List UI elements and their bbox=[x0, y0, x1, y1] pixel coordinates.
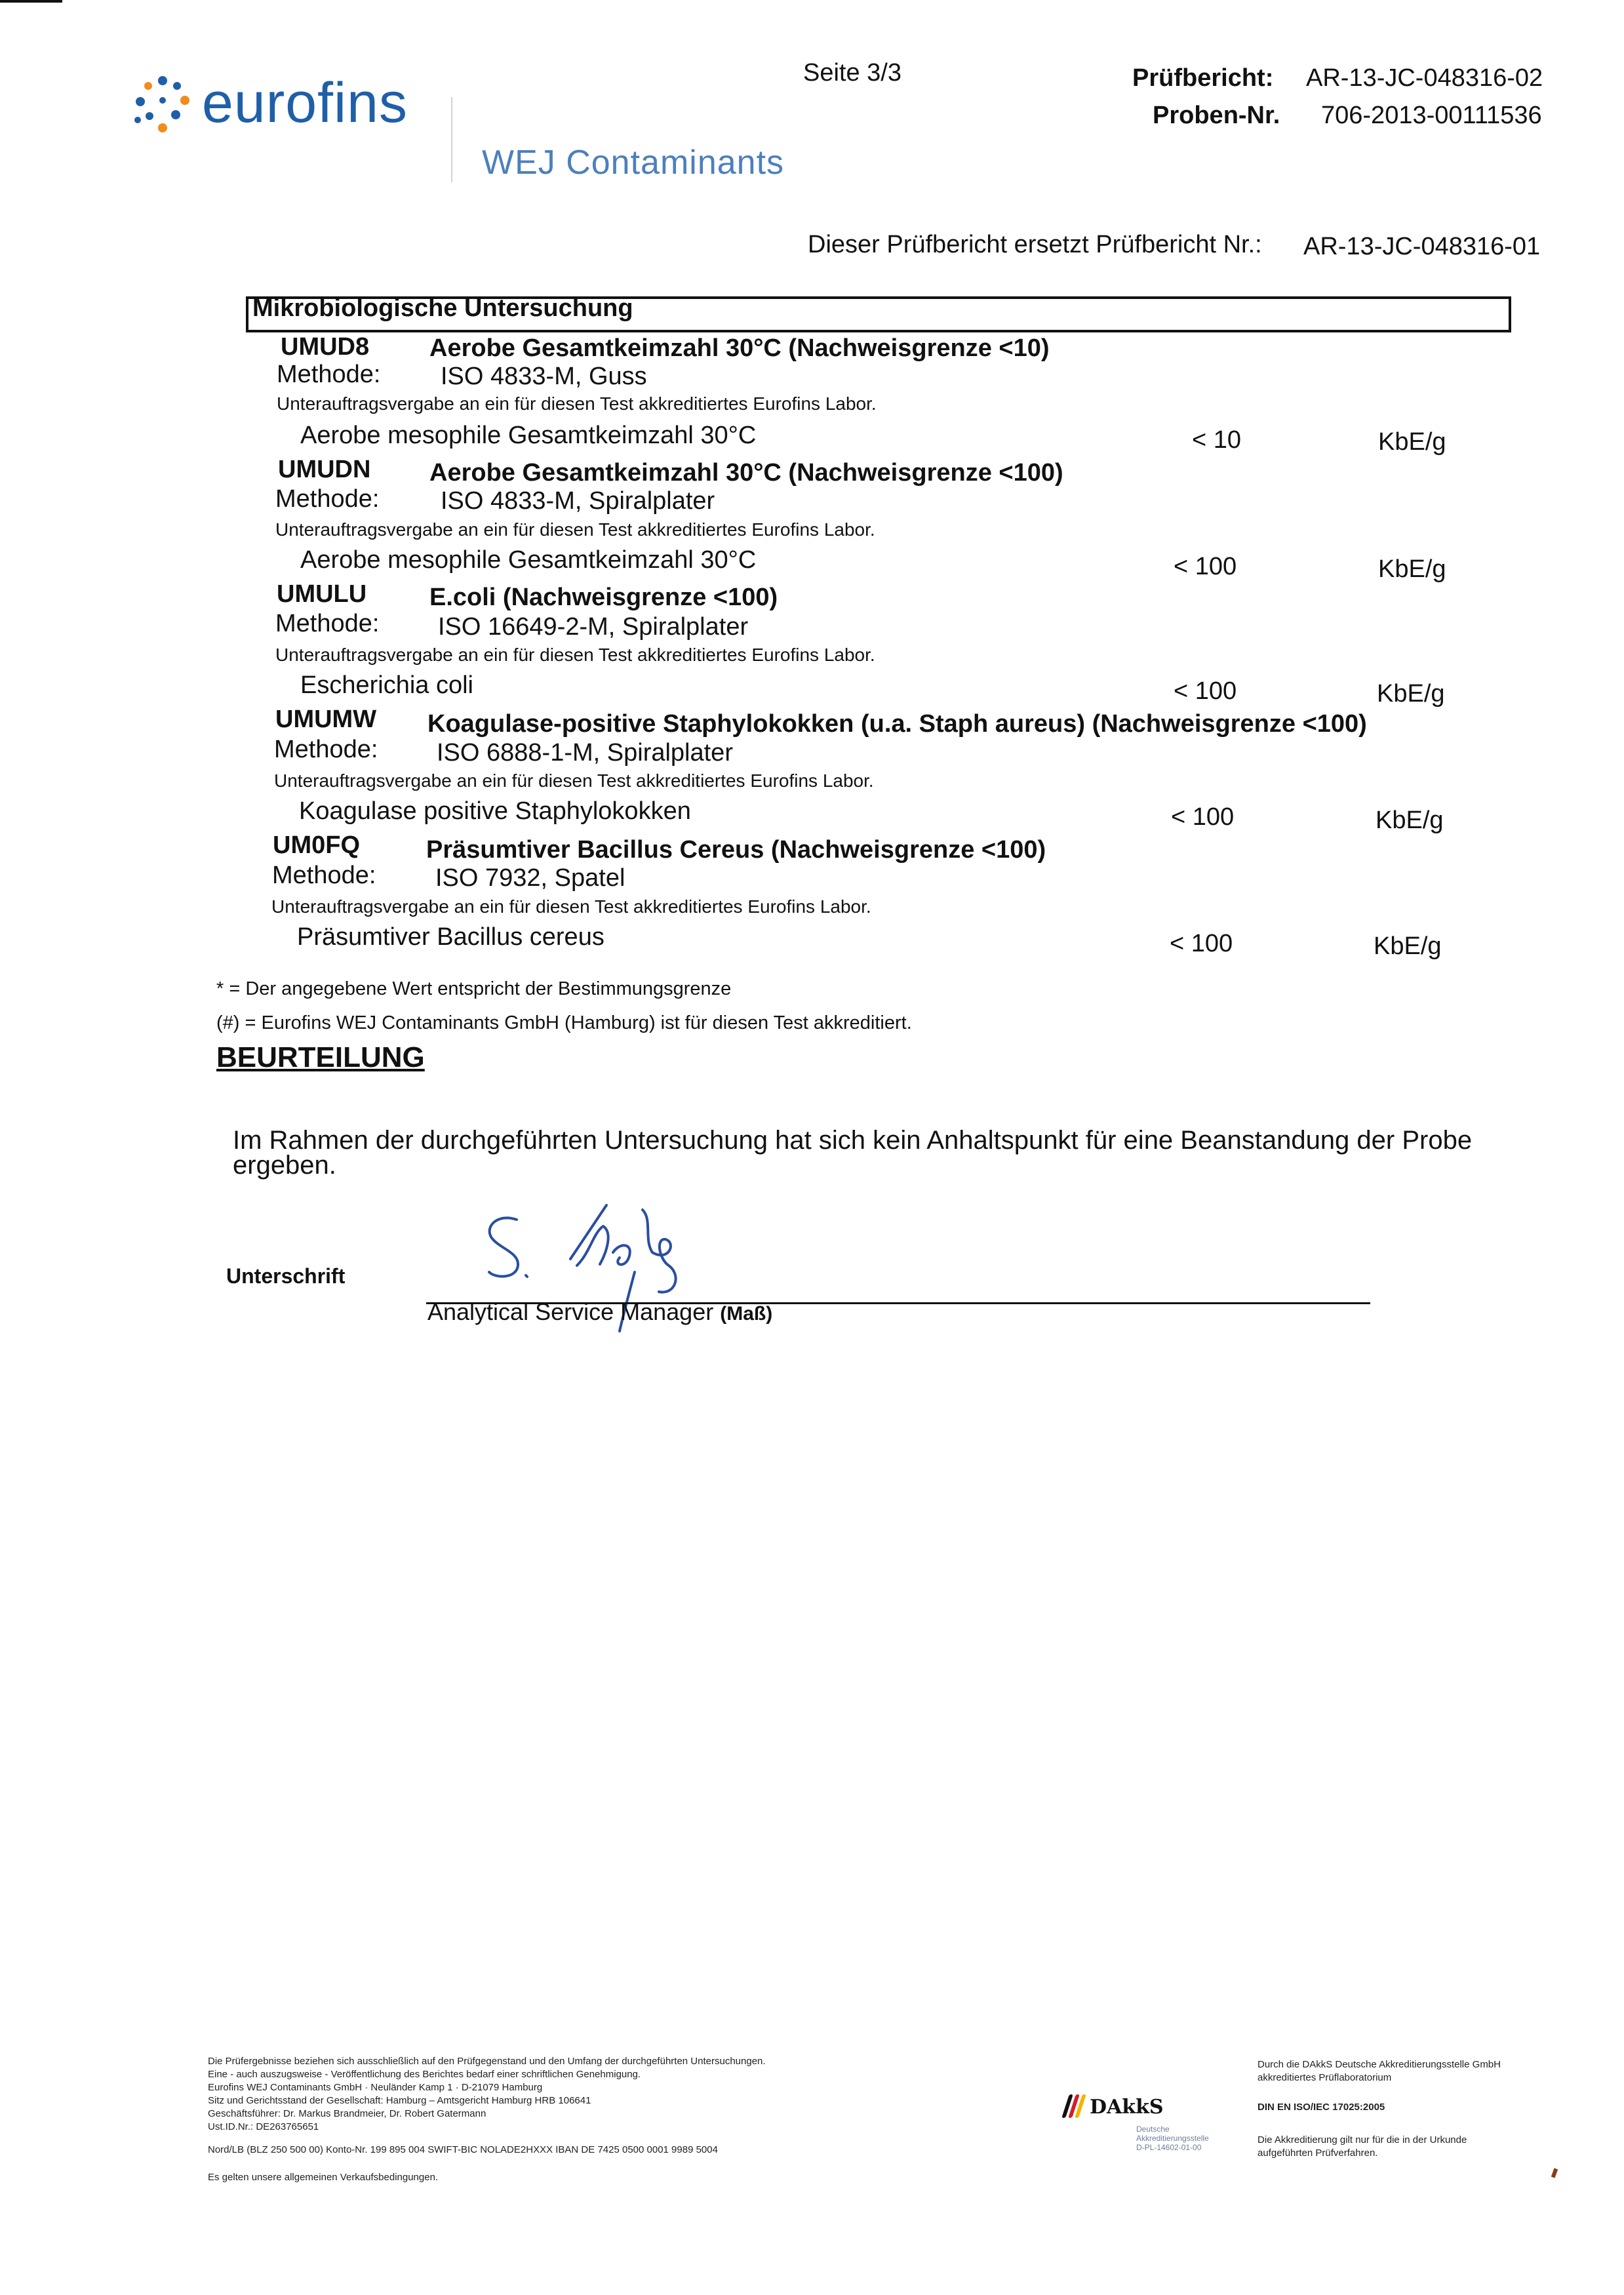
parameter-name: Präsumtiver Bacillus cereus bbox=[297, 923, 604, 951]
method-value: ISO 16649-2-M, Spiralplater bbox=[438, 613, 749, 641]
footnote-limit: * = Der angegebene Wert entspricht der Bestimmungsgrenze bbox=[216, 978, 732, 999]
test-title: Koagulase-positive Staphylokokken (u.a. Staph aureus) (Nachweisgrenze <100) bbox=[427, 710, 1367, 738]
result-unit: KbE/g bbox=[1378, 555, 1446, 583]
signer-name: (Maß) bbox=[720, 1303, 773, 1325]
result-unit: KbE/g bbox=[1374, 932, 1442, 960]
parameter-name: Escherichia coli bbox=[300, 671, 473, 699]
test-code: UMUD8 bbox=[281, 333, 370, 361]
dakks-caption: Akkreditierungsstelle bbox=[1136, 2134, 1209, 2143]
subcontract-note: Unterauftragsvergabe an ein für diesen Test akkreditiertes Eurofins Labor. bbox=[274, 770, 874, 791]
parameter-name: Koagulase positive Staphylokokken bbox=[299, 797, 691, 825]
footer-line: Ust.ID.Nr.: DE263765651 bbox=[208, 2121, 319, 2132]
method-label: Methode: bbox=[277, 361, 381, 388]
signer-role bbox=[427, 1298, 772, 1326]
method-label: Methode: bbox=[274, 736, 378, 763]
method-value: ISO 6888-1-M, Spiralplater bbox=[437, 739, 733, 767]
section-title: Mikrobiologische Untersuchung bbox=[252, 294, 633, 322]
signature-label: Unterschrift bbox=[226, 1264, 346, 1288]
footer-line: Sitz und Gerichtsstand der Gesellschaft: Hamburg – Amtsgericht Hamburg HRB 106641 bbox=[208, 2095, 591, 2106]
footer-line: Eurofins WEJ Contaminants GmbH · Neuländer Kamp 1 · D-21079 Hamburg bbox=[208, 2082, 543, 2093]
page-number: Seite 3/3 bbox=[803, 59, 901, 87]
method-value: ISO 7932, Spatel bbox=[435, 864, 625, 892]
parameter-name: Aerobe mesophile Gesamtkeimzahl 30°C bbox=[300, 422, 757, 449]
replaces-label: Dieser Prüfbericht ersetzt Prüfbericht Nr.: bbox=[808, 231, 1262, 258]
result-value: < 100 bbox=[1174, 553, 1237, 580]
corner-mark bbox=[0, 0, 62, 3]
result-value: < 100 bbox=[1171, 803, 1235, 831]
assessment-heading: BEURTEILUNG bbox=[216, 1041, 425, 1073]
method-value: ISO 4833-M, Guss bbox=[441, 363, 647, 390]
sample-number: 706-2013-00111536 bbox=[1321, 102, 1542, 129]
dakks-caption: Deutsche bbox=[1136, 2125, 1170, 2134]
subcontract-note: Unterauftragsvergabe an ein für diesen Test akkreditiertes Eurofins Labor. bbox=[275, 645, 875, 665]
method-value: ISO 4833-M, Spiralplater bbox=[441, 487, 715, 515]
assessment-line-1: Im Rahmen der durchgeführten Untersuchung hat sich kein Anhaltspunkt für eine Beanstandung der Probe bbox=[233, 1126, 1473, 1155]
accreditation-line: Die Akkreditierung gilt nur für die in der Urkunde bbox=[1258, 2134, 1467, 2145]
accreditation-line: akkreditiertes Prüflaboratorium bbox=[1258, 2072, 1392, 2083]
eurofins-logo-icon bbox=[130, 74, 195, 140]
logo-divider bbox=[451, 97, 452, 182]
parameter-name: Aerobe mesophile Gesamtkeimzahl 30°C bbox=[300, 546, 757, 574]
method-label: Methode: bbox=[272, 862, 376, 889]
footer-line: Eine - auch auszugsweise - Veröffentlichung des Berichtes bedarf einer schriftlichen Genehmigung. bbox=[208, 2069, 641, 2080]
method-label: Methode: bbox=[275, 610, 380, 637]
dakks-wordmark: DAkkS bbox=[1090, 2096, 1164, 2119]
scan-mark bbox=[1551, 2168, 1558, 2178]
footer-terms: Es gelten unsere allgemeinen Verkaufsbedingungen. bbox=[208, 2172, 439, 2183]
method-label: Methode: bbox=[275, 485, 380, 513]
test-title: Aerobe Gesamtkeimzahl 30°C (Nachweisgrenze <100) bbox=[429, 459, 1063, 487]
report-label: Prüfbericht: bbox=[1132, 64, 1274, 92]
assessment-line-2: ergeben. bbox=[233, 1151, 336, 1180]
handwritten-signature bbox=[472, 1180, 787, 1377]
accreditation-line: Durch die DAkkS Deutsche Akkreditierungsstelle GmbH bbox=[1258, 2059, 1501, 2070]
test-title: E.coli (Nachweisgrenze <100) bbox=[429, 584, 778, 611]
footer-line: Geschäftsführer: Dr. Markus Brandmeier, Dr. Robert Gatermann bbox=[208, 2108, 486, 2119]
result-value: < 10 bbox=[1192, 426, 1242, 454]
test-code: UMUMW bbox=[275, 706, 377, 733]
signer-role-text: Analytical Service Manager bbox=[427, 1298, 714, 1325]
footer-line: Die Prüfergebnisse beziehen sich ausschließlich auf den Prüfgegenstand und den Umfang der durchgeführten Untersuchungen. bbox=[208, 2056, 766, 2067]
test-code: UMULU bbox=[277, 580, 367, 608]
subcontract-note: Unterauftragsvergabe an ein für diesen Test akkreditiertes Eurofins Labor. bbox=[277, 393, 877, 414]
test-title: Präsumtiver Bacillus Cereus (Nachweisgrenze <100) bbox=[426, 836, 1046, 864]
accreditation-norm: DIN EN ISO/IEC 17025:2005 bbox=[1258, 2102, 1385, 2113]
accreditation-line: aufgeführten Prüfverfahren. bbox=[1258, 2147, 1378, 2159]
footnote-accreditation: (#) = Eurofins WEJ Contaminants GmbH (Hamburg) ist für diesen Test akkreditiert. bbox=[216, 1012, 912, 1033]
sample-label: Proben-Nr. bbox=[1153, 102, 1280, 129]
test-code: UMUDN bbox=[278, 456, 371, 483]
dakks-caption: D-PL-14602-01-00 bbox=[1136, 2143, 1202, 2152]
subcontract-note: Unterauftragsvergabe an ein für diesen Test akkreditiertes Eurofins Labor. bbox=[275, 519, 875, 540]
logo-wordmark: eurofins bbox=[202, 71, 408, 134]
report-number: AR-13-JC-048316-02 bbox=[1306, 64, 1543, 92]
result-value: < 100 bbox=[1174, 677, 1237, 705]
subcontract-note: Unterauftragsvergabe an ein für diesen Test akkreditiertes Eurofins Labor. bbox=[271, 896, 871, 917]
result-unit: KbE/g bbox=[1376, 807, 1444, 834]
result-unit: KbE/g bbox=[1377, 680, 1445, 708]
test-title: Aerobe Gesamtkeimzahl 30°C (Nachweisgrenze <10) bbox=[429, 334, 1050, 362]
footer-line: Nord/LB (BLZ 250 500 00) Konto-Nr. 199 895 004 SWIFT-BIC NOLADE2HXXX IBAN DE 7425 0500 0001 9989 5004 bbox=[208, 2144, 718, 2155]
result-unit: KbE/g bbox=[1378, 428, 1446, 456]
logo-subtitle: WEJ Contaminants bbox=[482, 144, 785, 182]
test-code: UM0FQ bbox=[273, 831, 360, 859]
result-value: < 100 bbox=[1170, 930, 1233, 957]
replaces-number: AR-13-JC-048316-01 bbox=[1303, 233, 1541, 260]
